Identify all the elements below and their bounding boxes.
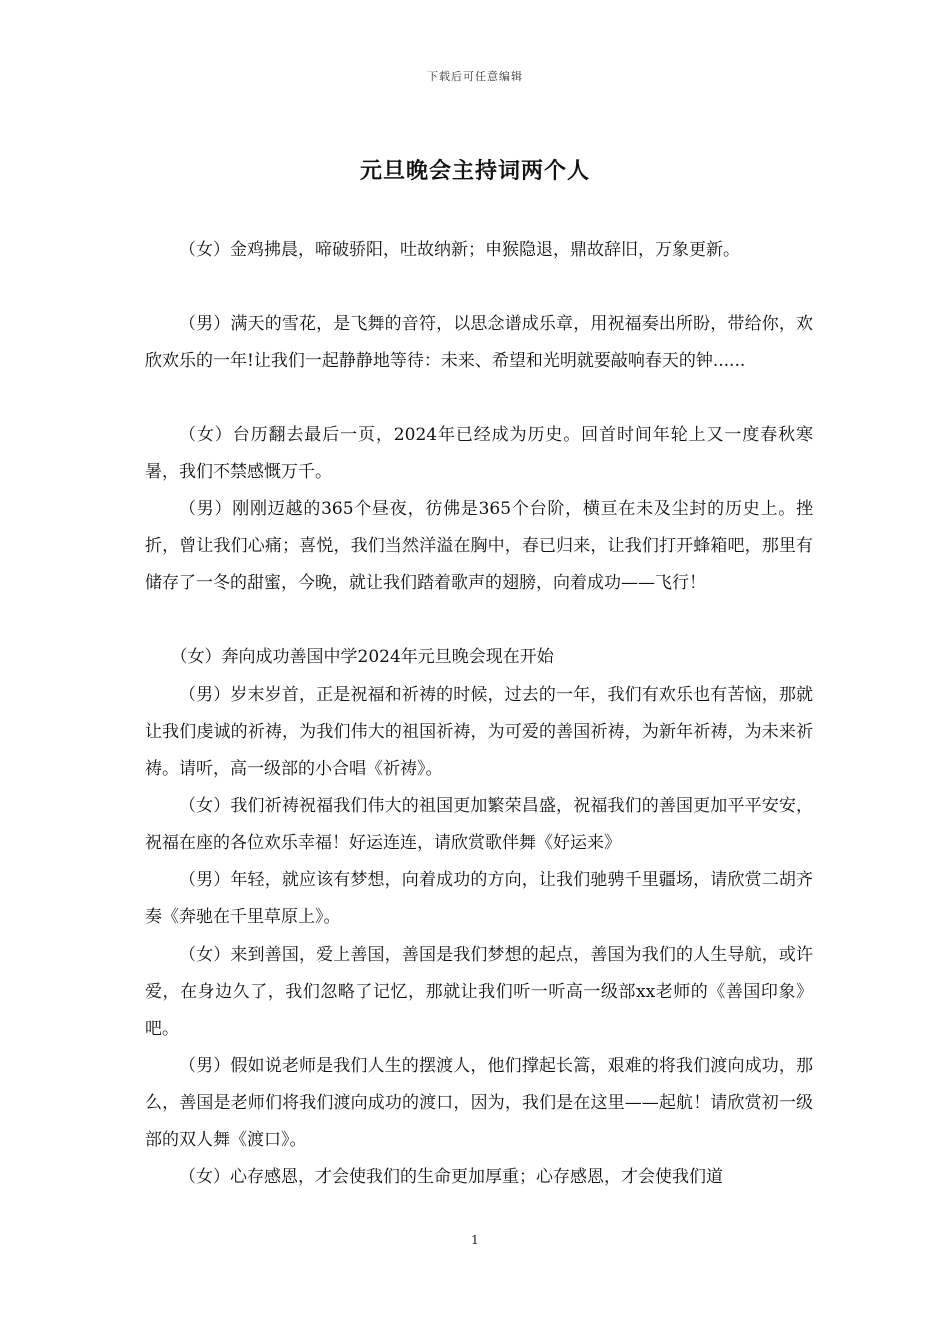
paragraph-5: （女）奔向成功善国中学2024年元旦晚会现在开始 bbox=[170, 647, 554, 667]
paragraph-4: （男）刚刚迈越的365个昼夜，彷佛是365个台阶，横亘在未及尘封的历史上。挫折，曾让我们心痛；喜悦，我们当然洋溢在胸中，春已归来，让我们打开蜂箱吧，那里有储存了一冬的甜蜜，今晚，就让我们踏着歌声的翅膀，向着成功——飞行！ bbox=[145, 499, 813, 593]
document-title: 元旦晚会主持词两个人 bbox=[359, 158, 590, 184]
paragraph-6: （男）岁末岁首，正是祝福和祈祷的时候，过去的一年，我们有欢乐也有苦恼，那就让我们虔诚的祈祷，为我们伟大的祖国祈祷，为可爱的善国祈祷，为新年祈祷，为未来祈祷。请听，高一级部的小合唱《祈祷》。 bbox=[145, 685, 813, 779]
paragraph-7: （女）我们祈祷祝福我们伟大的祖国更加繁荣昌盛，祝福我们的善国更加平平安安，祝福在座的各位欢乐幸福！好运连连，请欣赏歌伴舞《好运来》 bbox=[145, 796, 813, 853]
paragraph-10: （男）假如说老师是我们人生的摆渡人，他们撑起长篙，艰难的将我们渡向成功，那么，善国是老师们将我们渡向成功的渡口，因为，我们是在这里——起航！请欣赏初一级部的双人舞《渡口》。 bbox=[145, 1056, 813, 1150]
header-note: 下载后可任意编辑 bbox=[427, 70, 523, 83]
paragraph-9: （女）来到善国，爱上善国，善国是我们梦想的起点，善国为我们的人生导航，或许爱，在身边久了，我们忽略了记忆，那就让我们听一听高一级部xx老师的《善国印象》吧。 bbox=[145, 945, 813, 1039]
paragraph-8: （男）年轻，就应该有梦想，向着成功的方向，让我们驰骋千里疆场，请欣赏二胡齐奏《奔驰在千里草原上》。 bbox=[145, 870, 813, 927]
paragraph-2: （男）满天的雪花，是飞舞的音符，以思念谱成乐章，用祝福奏出所盼，带给你，欢欣欢乐的一年!让我们一起静静地等待：未来、希望和光明就要敲响春天的钟...... bbox=[145, 314, 813, 371]
paragraph-3: （女）台历翻去最后一页，2024年已经成为历史。回首时间年轮上又一度春秋寒暑，我们不禁感慨万千。 bbox=[145, 425, 813, 482]
paragraph-1: （女）金鸡拂晨，啼破骄阳，吐故纳新；申猴隐退，鼎故辞旧，万象更新。 bbox=[179, 240, 740, 260]
page-number: 1 bbox=[471, 1233, 479, 1247]
paragraph-11: （女）心存感恩，才会使我们的生命更加厚重；心存感恩，才会使我们道 bbox=[179, 1167, 723, 1187]
